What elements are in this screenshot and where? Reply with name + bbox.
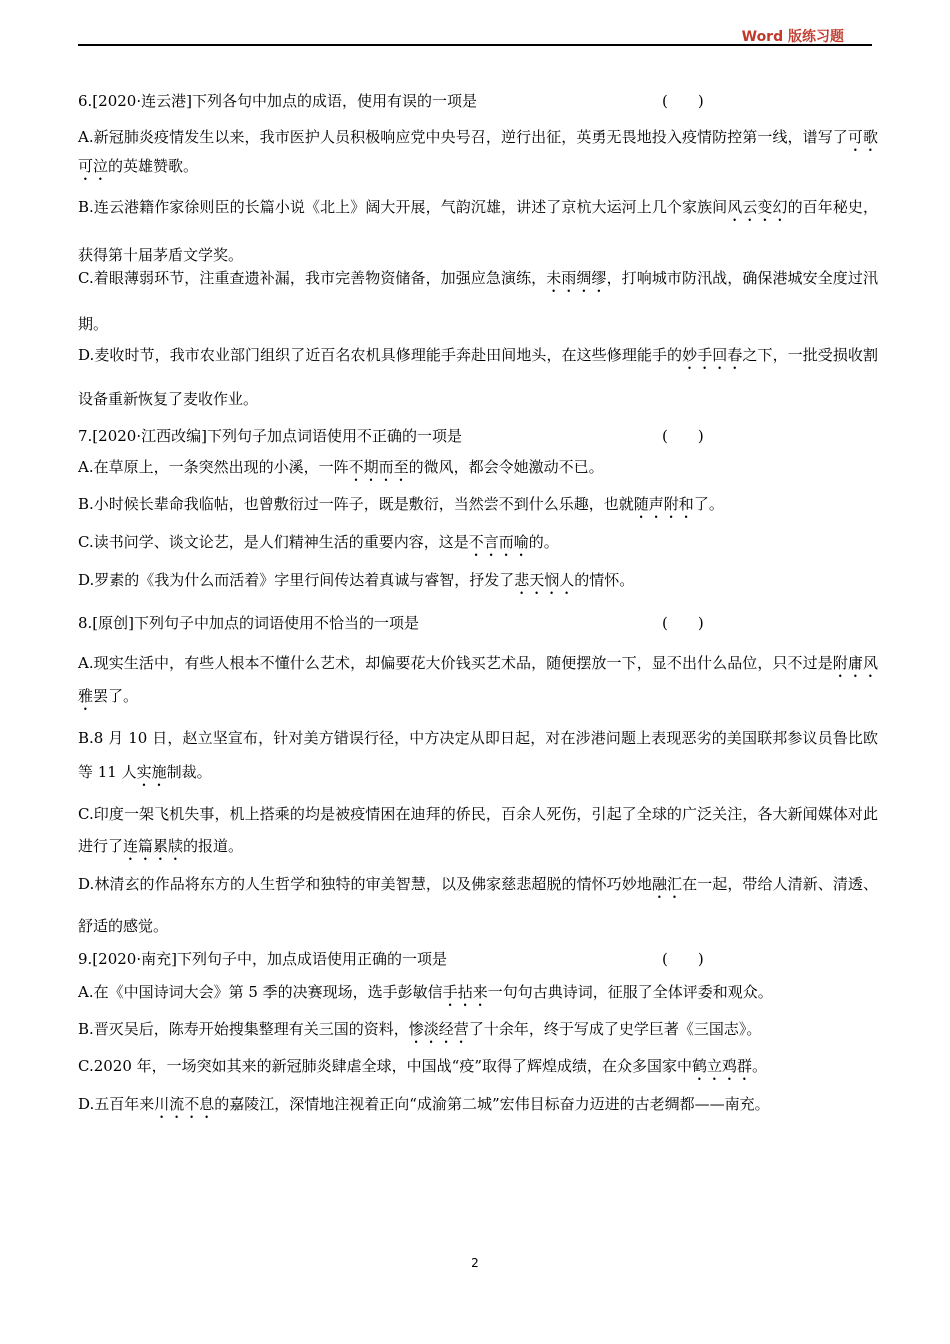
- dotted-term: 悲天悯人: [514, 571, 575, 589]
- answer-paren: ( ): [662, 614, 704, 632]
- q6-option-d: [78, 333, 878, 421]
- q9-option-a: [78, 981, 878, 1010]
- dotted-term: 川流不息: [154, 1095, 215, 1113]
- option-text: B.8 月 10 日，赵立坚宣布，针对美方错误行径，中方决定从即日起，对在涉港问题上表现恶劣的美国联邦参议员鲁比欧等 11 人: [78, 729, 878, 781]
- option-text: 在一起，带给人清新、清透、舒适的感觉。: [78, 875, 878, 935]
- option-text: 的。: [528, 533, 559, 551]
- option-text: 罢了。: [93, 687, 139, 705]
- dotted-term: 妙手回春: [682, 346, 743, 364]
- dotted-term: 附庸风雅: [78, 654, 878, 705]
- q9-option-c: [78, 1055, 878, 1084]
- question-stem: 9.[2020·南充]下列句子中，加点成语使用正确的一项是: [78, 950, 447, 968]
- header-brand: Word 版练习题: [741, 29, 844, 45]
- q9-option-b: [78, 1018, 878, 1047]
- q8-option-b: [78, 721, 878, 790]
- answer-paren: ( ): [662, 92, 704, 110]
- option-text: A.新冠肺炎疫情发生以来，我市医护人员积极响应党中央号召，逆行出征，英勇无畏地投入疫情防控第一线，谱写了: [78, 128, 848, 146]
- dotted-term: 连篇累牍: [123, 837, 184, 855]
- question-7-stem: [78, 425, 878, 447]
- option-text: D.罗素的《我为什么而活着》字里行间传达着真诚与睿智，抒发了: [78, 571, 515, 589]
- option-text: 的报道。: [183, 837, 244, 855]
- option-text: D.五百年来: [78, 1095, 155, 1113]
- q8-option-d: [78, 863, 878, 947]
- dotted-term: 手拈来: [442, 983, 488, 1001]
- option-text: 一句句古典诗词，征服了全体评委和观众。: [487, 983, 773, 1001]
- option-text: 。: [752, 1057, 768, 1075]
- dotted-term: 不期而至: [348, 458, 409, 476]
- option-text: B.晋灭吴后，陈寿开始搜集整理有关三国的资料，: [78, 1020, 409, 1038]
- answer-paren: ( ): [662, 950, 704, 968]
- dotted-term: 可歌可泣: [78, 128, 878, 175]
- answer-paren: ( ): [662, 427, 704, 445]
- option-text: ，打响城市防汛战，确保港城安全度过汛期。: [78, 269, 878, 333]
- dotted-term: 融汇: [651, 875, 683, 893]
- option-text: C.着眼薄弱环节，注重查遗补漏，我市完善物资储备，加强应急演练，: [78, 269, 547, 287]
- q7-option-d: [78, 569, 878, 598]
- dotted-term: 不言而喻: [468, 533, 529, 551]
- dotted-term: 实施: [136, 763, 167, 781]
- option-text: A.在《中国诗词大会》第 5 季的决赛现场，选手彭敏信: [78, 983, 443, 1001]
- option-text: 之下，一批受损收割设备重新恢复了麦收作业。: [78, 346, 878, 408]
- option-text: 的嘉陵江，深情地注视着正向“成渝第二城”宏伟目标奋力迈进的古老绸都——南充。: [214, 1095, 770, 1113]
- q6-option-a: [78, 126, 878, 184]
- option-text: 的情怀。: [574, 571, 635, 589]
- question-stem: 8.[原创]下列句子中加点的词语使用不恰当的一项是: [78, 614, 420, 632]
- option-text: A.现实生活中，有些人根本不懂什么艺术，却偏要花大价钱买艺术品，随便摆放一下，显不出什么品位，只不过是: [78, 654, 833, 672]
- question-9-stem: [78, 948, 878, 970]
- q7-option-a: [78, 456, 878, 485]
- question-6-stem: [78, 90, 878, 112]
- page-number: 2: [471, 1256, 479, 1270]
- dotted-term: 随声附和: [633, 495, 694, 513]
- question-stem: 6.[2020·连云港]下列各句中加点的成语，使用有误的一项是: [78, 92, 477, 110]
- option-text: B.小时候长辈命我临帖，也曾敷衍过一阵子，既是敷衍，当然尝不到什么乐趣，也就: [78, 495, 634, 513]
- option-text: A.在草原上，一条突然出现的小溪，一阵: [78, 458, 349, 476]
- header-rule: [78, 44, 872, 46]
- option-text: 制裁。: [166, 763, 212, 781]
- q8-option-a: [78, 648, 878, 714]
- dotted-term: 惨淡经营: [408, 1020, 469, 1038]
- q9-option-d: [78, 1093, 878, 1122]
- option-text: D.麦收时节，我市农业部门组织了近百名农机具修理能手奔赴田间地头，在这些修理能手的: [78, 346, 683, 364]
- option-text: C.读书问学、谈文论艺，是人们精神生活的重要内容，这是: [78, 533, 469, 551]
- question-8-stem: [78, 612, 878, 634]
- option-text: 了十余年，终于写成了史学巨著《三国志》。: [468, 1020, 762, 1038]
- option-text: B.连云港籍作家徐则臣的长篇小说《北上》阔大开展，气韵沉雄，讲述了京杭大运河上几个家族间: [78, 198, 728, 216]
- q7-option-b: [78, 493, 878, 522]
- option-text: 了。: [693, 495, 724, 513]
- option-text: 的微风，都会令她激动不已。: [408, 458, 604, 476]
- option-text: C.印度一架飞机失事，机上搭乘的均是被疫情困在迪拜的侨民，百余人死伤，引起了全球的广泛关注，各大新闻媒体对此进行了: [78, 805, 878, 855]
- option-text: 的英雄赞歌。: [108, 157, 199, 175]
- dotted-term: 风云变幻: [727, 198, 788, 216]
- option-text: D.林清玄的作品将东方的人生哲学和独特的审美智慧，以及佛家慈悲超脱的情怀巧妙地: [78, 875, 652, 893]
- option-text: C.2020 年，一场突如其来的新冠肺炎肆虐全球，中国战“疫”取得了辉煌成绩，在众多国家中: [78, 1057, 692, 1075]
- q8-option-c: [78, 798, 878, 864]
- q7-option-c: [78, 531, 878, 560]
- option-text: 的百年秘史，获得第十届茅盾文学奖。: [78, 198, 878, 264]
- dotted-term: 鹤立鸡群: [692, 1057, 753, 1075]
- dotted-term: 未雨绸缪: [546, 269, 607, 287]
- question-stem: 7.[2020·江西改编]下列句子加点词语使用不正确的一项是: [78, 427, 462, 445]
